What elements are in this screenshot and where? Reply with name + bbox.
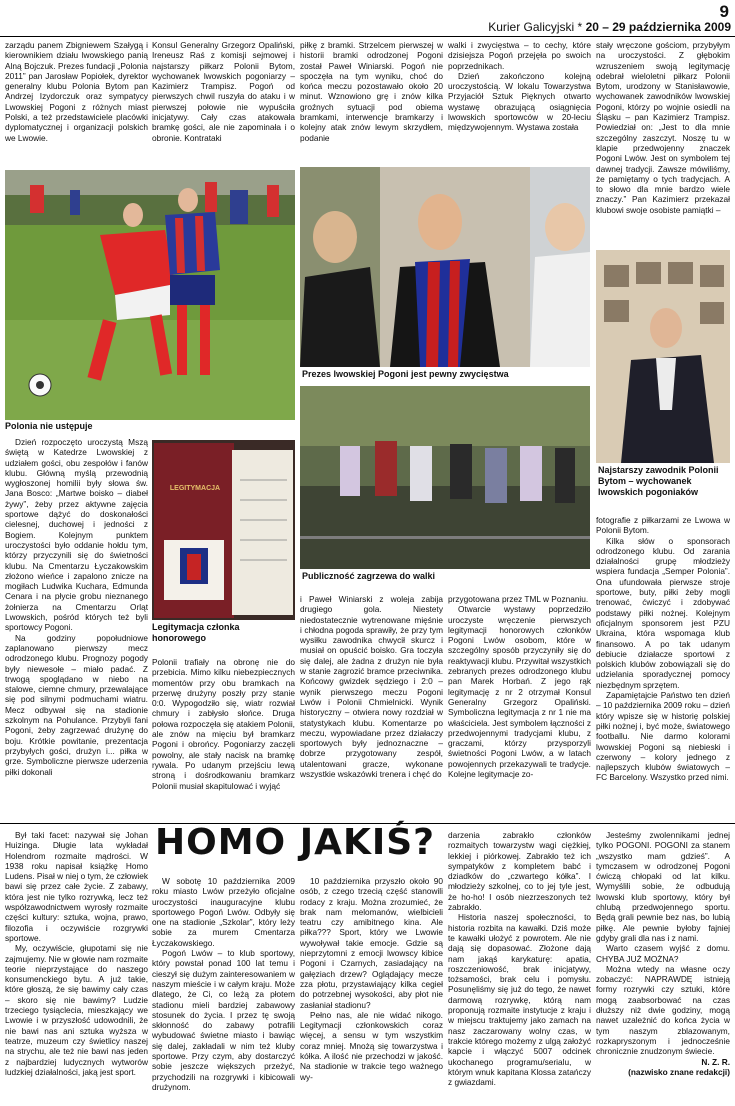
paragraph: walki i zwycięstwa – to cechy, które dzisiejsza Pogoń przejęła po swoich poprzednikach. (448, 40, 591, 71)
paragraph: fotografie z piłkarzami ze Lwowa w Polonii Bytom. (596, 515, 730, 536)
paragraph: Był taki facet: nazywał się Johan Huizinga. Długie lata wykładał Holendrom rozmaite mądrości. W 1938 roku napisał książkę Homo Ludens. Pisał w niej o tym, że człowiek bawi się przez całe życie. Z zabawy, która jest nie tylko rozrywką, lecz też współzawodnictwem wyrosły rozmaite części kultury: sztuka, wojna, prawo, filozofia i oczywiście rozgrywki sportowe. (5, 830, 148, 943)
running-header (488, 20, 731, 34)
paragraph: Konsul Generalny Grzegorz Opaliński, Ireneusz Raś z komisji sejmowej i najstarszy piłkarz Polonii Bytom, wychowanek lwowskich pogoniarzy – Kazimierz Trampisz. Pogoń od pierwszych chwil ruszyła do ataku i w pierwszej połowie nie wypuściła inicjatywy. Cały czas atakowała bramkę gości, ale nie zapominała i o obronie. Kontrataki (152, 40, 295, 143)
photo-oldest-player (596, 250, 730, 463)
oldest-player-photo-image (596, 250, 730, 463)
paragraph: W sobotę 10 października 2009 roku miasto Lwów przeżyło oficjalne uroczystości inauguracyjne klubu sportowego Pogoń Lwów. Odbyły się one na stadionie „Szkolar”, który leży sobie za murem Cmentarza Łyczakowskiego. (152, 876, 295, 948)
article1-col3-bottom (300, 594, 443, 821)
paragraph: Dzień rozpoczęto uroczystą Mszą świętą w Katedrze Lwowskiej z udziałem gości, obu zespołów i fanów klubu. Główną myślą przewodnią wygłoszonej homilii były słowa św. Jana Bosco: „Martwe boisko – diabeł żywy”, żeby przez aktywne zajęcia sportowe dążyć do doskonałości cielesnej, duchowej i jedności z Bogiem. Kolejnym punktem uroczystości było oddanie hołdu tym, którzy przyczynili się do świetności klubu. Na Cmentarzu Łyczakowskim złożono wieńce i zapalono znicze na mogiłach Ludwika Kuchara, Edmunda Cenara i na płycie grobu nieznanego żołnierza na Cmentarzu Orląt Lwowskich, pośród których też byli sportowcy Pogoni. (5, 437, 148, 633)
card-photo-image (152, 440, 295, 620)
paragraph: i Paweł Winiarski z woleja zabija drugiego gola. Niestety niedostatecznie wytrenowane mięśnie i chłodna pogoda sprawiły, że przy tym wysiłku zawodnika chwycił skurcz i musiał on opuścić boisko. Gra toczyła się dalej, ale żadna z drużyn nie była w stanie zagrozić bramce przeciwnika. Końcowy gwizdek sędziego i 2:0 – wynik pierwszego meczu Pogoni Lwów i Polonii Chmielnicki. Wynik historyczny – otwiera nowy rozdział w statystykach klubu. Komentarze po meczu, wypowiadane przez działaczy sportowych były jednoznaczne – dobrze przygotowany zespół, utalentowani gracze, wykonane wszystkie wskazówki trenera i chęć do (300, 594, 443, 780)
photo-match (5, 170, 295, 420)
article1-col1-top (5, 40, 148, 165)
paragraph: przygotowana przez TML w Poznaniu. (448, 594, 589, 604)
paragraph: Pełno nas, ale nie widać nikogo. Legitymacji członkowskich coraz więcej, a sensu w tym wszystkim coraz mniej. Mnożą się towarzystwa i kółka. A ilość nie przechodzi w jakość. Na stadionie w trakcie tego ważnego wy- (300, 1009, 443, 1082)
caption-photo1: Polonia nie ustępuje (5, 421, 93, 431)
issue-date: 20 – 29 października 2009 (585, 20, 731, 34)
header-rule (0, 36, 735, 37)
article1-col4-bottom (448, 594, 591, 821)
article1-col2-bottom (152, 657, 295, 821)
article1-col1-bottom (5, 437, 148, 821)
photo-audience (300, 386, 590, 569)
caption-photo4: Legitymacja członka honorowego (152, 622, 240, 643)
article1-col3-top (300, 40, 443, 165)
paragraph: 10 października przyszło około 90 osób, z czego trzecią część stanowili rodacy z kraju. Można zrozumieć, że brak nam melomanów, wielbicieli teatru czy amibitnego kina. Ale piłka??? Sport, który we Lwowie wywoływał takie emocje. Gdzie są nieprzytomni z emocji lwowscy kibice Pogoni i Czarnych, zasiadający na gałęziach drzew? Oglądający mecze zza płotu, przystawiający kilka cegieł do potrzebnej wysokości, aby płot nie zasłaniał stadionu? (300, 876, 443, 1010)
match-photo-image (5, 170, 295, 420)
paragraph: Jesteśmy zwolennikami jednej tylko POGONI. POGONI za stanem „wszystko mam gdzieś”. A tymczasem w odrodzonej Pogoni ćwiczą chłopaki od lat kilku. Wymyślili sobie, że odbudują lwowski klub sportowy, który był chlubą przedwojennego sportu. Będą grali pewnie bez nas, bo lubią piłkę. Ale pewnie byłoby fajniej gdyby grali dla nas i z nami. (596, 830, 730, 943)
signature: N. Z. R. (701, 1056, 730, 1067)
paragraph: Otwarcie wystawy poprzedziło uroczyste wręczenie pierwszych legitymacji honorowych członków Pogoni Lwów osobom, które w szczególny sposób przyczyniły się do reaktywacji klubu. Przywitał wszystkich zebranych prezes odrodzonego klubu pan Marek Horbań. Z jego rąk legitymację z nr 2 otrzymał Konsul Generalny Grzegorz Opaliński. Symboliczna legitymacja z nr 1 nie ma właściciela. Jest symbolem łączności z przedwojennymi tradycjami klubu, z graczami, którzy przysporzyli świetności Pogoni Lwów, a w latach powojennych przekazywali te tradycje. Kolejne legitymacje zo- (448, 604, 591, 780)
paragraph: Na godziny popołudniowe zaplanowano pierwszy mecz odrodzonego klubu. Prognozy pogody były niewesołe – miało padać. Z trwogą spoglądano w niebo na stalowe, ciemne chmury, przewalające się pod silnymi podmuchami wiatru. Mecz odbywał się na stadionie szkolnym na Pohulance. Przybyli fani Pogoni, żeby zagrzewać drużynę do boju. Krótkie powitanie, prezentacja przybyłych gości, drużyn i... piłka w grze. Symboliczne pierwsze uderzenia piłki dokonali (5, 632, 148, 777)
page-number: 9 (719, 2, 729, 21)
photo-president (300, 167, 590, 367)
article1-col5-bottom (596, 515, 730, 821)
caption-photo3: Publiczność zagrzewa do walki (302, 571, 436, 581)
paragraph: Polonii trafiały na obronę nie do przebicia. Mimo kilku niebezpiecznych momentów przy obu bramkach na przerwę drużyny poszły przy stanie 0:0. Wypogodziło się, wiatr rozwiał chmury i zabłysło słońce. Druga połowa rozpoczęła się atakiem Polonii, ale znów na mięciu był bramkarz Pogoni i obrońcy. Pogoniarzy zaczęli powolny, ale stały nacisk na bramkę rywala. Po udanym przejściu lewą stroną i dośrodkowaniu bramkarz Polonii musiał skapitulować i wyjąć (152, 657, 295, 791)
signature-note: (nazwisko znane redakcji) (628, 1066, 730, 1077)
audience-photo-image (300, 386, 590, 569)
caption-photo5: Najstarszy zawodnik Polonii Bytom – wychowanek lwowskich pogoniaków (598, 465, 719, 497)
paragraph: Historia naszej społeczności, to historia rozbita na kawałki. Dziś może te kawałki ułożyć z powrotem. Ale nie dają się dopasować. Złożone dają nam jakąś karykaturę: apatia, roszczeniowość, brak inicjatywy, tożsamości, brak celu i pomysłu. Posunęliśmy się już do tego, że nawet darmową rozrywkę, którą nam proponują rozmaite instytucje z kraju i w miejscu traktujemy jako zamach na nasz zaczarowany wolny czas, w trakcie którego możemy z ulgą założyć kapcie i włączyć 5007 odcinek ukochanego programu/serialu, w którym wnuk kapitana Klossa zatańczy z gwiazdami. (448, 912, 591, 1088)
paragraph: My, oczywiście, głupotami się nie zajmujemy. Nie w głowie nam rozmaite teorie nieprzystające do naszego konsumenckiego bytu. A już takie, które głoszą, że się bawimy cały czas – skoro się nie bawimy? Ludzie trzeciego tysiąclecia, mieszkający we Lwowie i w przyszłość udowodnili, że nie bawi nas ani sztuka wyższa w teatrze, muzeum czy świetlicy naszej na strychu, ale też nie bawi nas jeden z najbardziej ludycznych wytworów ludzkiej działalności, jaką jest sport. (5, 943, 148, 1077)
photo-membership-card (152, 440, 295, 620)
paragraph: Warto czasem wyjść z domu. CHYBA JUŻ MOŻNA? (596, 943, 730, 964)
paragraph: Można wtedy na własne oczy zobaczyć: NAPRAWDĘ istnieją formy rozrywki czy sztuki, które mogą zaabsorbować na czas dłuższy niż dwie godziny, mogą nawet uzależnić do końca życia w tym naszym zblazowanym, rozkapryszonym i jednocześnie chronicznie znudzonym świecie. (596, 963, 730, 1057)
article2-title: HOMO JAKIŚ? (155, 822, 436, 863)
article2-col3 (300, 876, 443, 1102)
article2-col5 (596, 830, 730, 1106)
article2-col1 (5, 830, 148, 1102)
paragraph: Pogoń Lwów – to klub sportowy, który powstał ponad 100 lat temu i cieszył się dużym zainteresowaniem w naszym mieście i w całym kraju. Może dlatego, że Ci, co leżą za płotem stadionu mieli bardziej zabawowy stosunek do życia. I przez tę swoją skłonność do zabawy potrafili wybudować świetne miasto i bawiąc się dalej, zakładali w nim też kluby sportowe. Przy czym, aby dostarczyć sobie jeszcze większych przeżyć, przychodzili na rozgrywki i kibicowali drużynom. (152, 948, 295, 1092)
paragraph: stały wręczone gościom, przybyłym na uroczystości. Z głębokim wzruszeniem swoją legitymację odebrał wieloletni piłkarz Polonii Bytom, urodzony w Stanisławowie, wychowanek zawodników lwowskiej Pogoni, którzy po wojnie osiedli na Śląsku – pan Kazimierz Trampisz. Powiedział on: „Jest to dla mnie szczególny zaszczyt. Noszę tu w klapie przedwojenny znaczek Pogoni Lwów. Jest on symbolem tej dawnej tradycji. Zawsze mówiliśmy, że pamiętamy o tych tradycjach. A to słowo dla mnie bardzo wiele znaczy.” Pan Kazimierz przekazał klubowi swoje osobiste pamiątki – (596, 40, 730, 215)
paragraph: Zapamiętajcie Państwo ten dzień – 10 października 2009 roku – dzień który wpisze się w historię polskiej piłki nożnej i, być może, światowego footballu. Nie darmo kolorami lwowskiej Pogoni są niebieski i czerwony – kolory jednego z najlepszych klubów światowych – FC Barcelony. Wszystko przed nimi. (596, 690, 730, 783)
article1-col4-top (448, 40, 591, 165)
article1-col2-top (152, 40, 295, 165)
paragraph: zarządu panem Zbigniewem Szałygą i kierownikiem działu lwowskiego panią Alną Bojczuk. Prezes fundacji „Polonia 2011” pan Jarosław Popiołek, dyrektor generalny klubu Polonia Bytom pan Andrzej Izydorczuk oraz sympatycy Lwowskiej Pogoni z różnych miast Polski, a też przedstawiciele placówki dyplomatycznej i organizacji polskich we Lwowie. (5, 40, 148, 143)
president-photo-image (300, 167, 590, 367)
paragraph: Dzień zakończono kolejną uroczystością. W lokalu Towarzystwa Przyjaciół Sztuk Pięknych otwarto wystawę obrazującą osiągnięcia lwowskich sportowców w 20-leciu międzywojennym. Wystawa została (448, 70, 591, 133)
article2-col2 (152, 876, 295, 1102)
paragraph: darzenia zabrakło członków rozmaitych towarzystw wagi ciężkiej, lekkiej i piórkowej. Zabrakło też ich sympatyków z kompletem babć i dziadków do „czwartego kółka”. I młodzieży szkolnej, co to jej tyle jest, że ho-ho! I osób niezrzeszonych też zabrakło. (448, 830, 591, 913)
caption-photo2: Prezes lwowskiej Pogoni jest pewny zwycięstwa (302, 369, 509, 379)
article1-col5-top (596, 40, 730, 245)
paragraph: piłkę z bramki. Strzelcem pierwszej w historii bramki odrodzonej Pogoni został Paweł Winiarski. Pogoń nie spoczęła na tym wyniku, choć do końca meczu pozostawało około 20 minut. Wznowiono grę i znów kilka groźnych sytuacji pod obiema bramkami, interwencje bramkarzy i kolejny atak znów lewym skrzydłem, podanie (300, 40, 443, 143)
publication-name: Kurier Galicyjski * (488, 20, 586, 34)
paragraph: Kilka słów o sponsorach odrodzonego klubu. Od zarania działalności grupę młodzieży wspiera fundacja „Semper Polonia”. Ona ufundowała pierwsze stroje sportowe, buty, piłki żeby mogli trenować, ćwiczyć i zdobywać podstawy piłki nożnej. Kolejnym oficjalnym sponsorem jest PZU Ukraina, która wspomaga klub finansowo. A po tak udanym debiucie działacze sportowi z polskich klubów zobowiązali się do udzielania sporadycznej pomocy niezbędnym sprzętem. (596, 535, 730, 690)
card-label: LEGITYMACJA (169, 485, 221, 492)
article2-col4 (448, 830, 591, 1102)
